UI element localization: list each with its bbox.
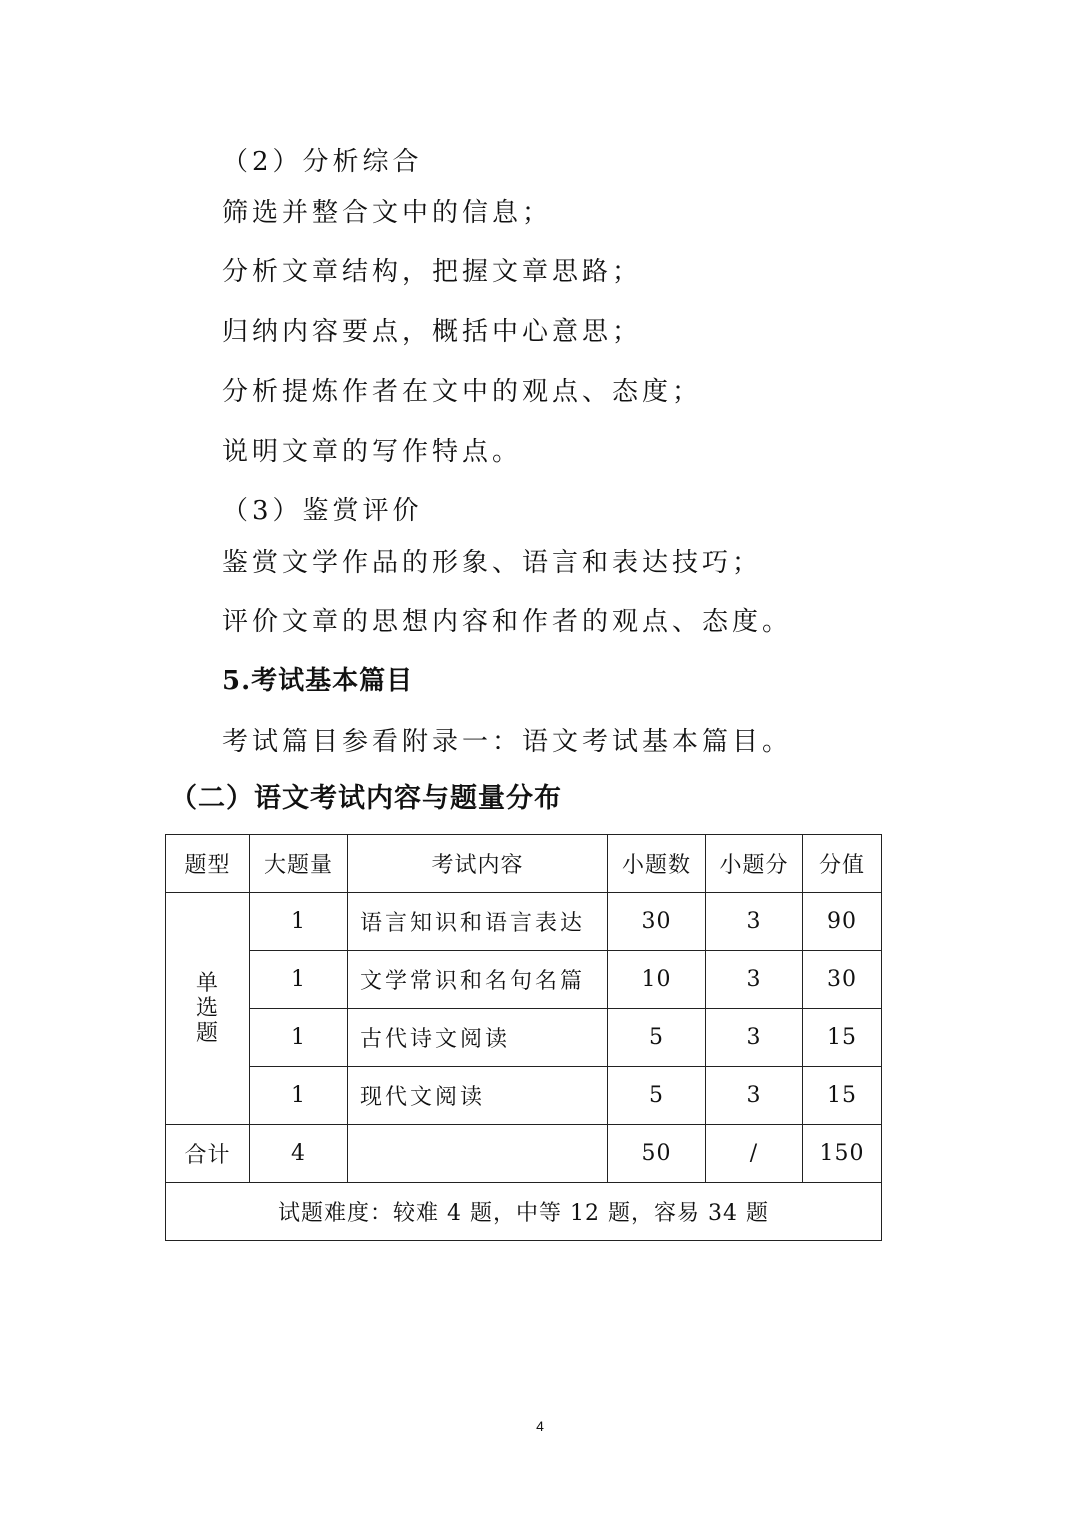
table-footer-row: [166, 1183, 882, 1241]
table-cell: 1: [250, 1009, 348, 1067]
table-cell: 30: [803, 951, 882, 1009]
header-cell: 大题量: [250, 835, 348, 893]
text-line-analysis-heading: （2）分析综合: [222, 147, 423, 177]
table-total-row: [166, 1125, 882, 1183]
text-line: 分析提炼作者在文中的观点、态度；: [222, 377, 703, 407]
header-cell: 分值: [803, 835, 882, 893]
table-cell: 3: [706, 1067, 803, 1125]
table-cell: 5: [608, 1009, 706, 1067]
table-cell: 15: [803, 1009, 882, 1067]
table-cell: 50: [608, 1125, 706, 1183]
text-line: 归纳内容要点，概括中心意思；: [222, 317, 643, 347]
section-heading-exam-texts: 5.考试基本篇目: [222, 666, 414, 696]
text-line: 鉴赏文学作品的形象、语言和表达技巧；: [222, 548, 763, 578]
table-cell: 文学常识和名句名篇: [348, 951, 608, 1009]
table-row: [166, 1067, 882, 1125]
distribution-table: [165, 834, 882, 1241]
table-cell: 1: [250, 893, 348, 951]
header-cell: 考试内容: [348, 835, 608, 893]
table-row: [166, 893, 882, 951]
group-cell: [166, 893, 250, 1125]
difficulty-note: 试题难度：较难 4 题，中等 12 题，容易 34 题: [166, 1183, 882, 1241]
table-row: [166, 951, 882, 1009]
table-cell: 3: [706, 951, 803, 1009]
table-cell: 15: [803, 1067, 882, 1125]
text-line: 筛选并整合文中的信息；: [222, 198, 553, 228]
table-row: [166, 1009, 882, 1067]
table-cell: 30: [608, 893, 706, 951]
table-cell: 现代文阅读: [348, 1067, 608, 1125]
table-cell: 3: [706, 893, 803, 951]
text-line-appreciation-heading: （3）鉴赏评价: [222, 496, 423, 526]
table-header-row: [166, 835, 882, 893]
header-cell: 小题数: [608, 835, 706, 893]
header-cell: 小题分: [706, 835, 803, 893]
text-line: 说明文章的写作特点。: [222, 437, 523, 467]
table-cell: [348, 1125, 608, 1183]
text-line: 评价文章的思想内容和作者的观点、态度。: [222, 607, 793, 637]
page-number: 4: [536, 1418, 544, 1434]
table-cell: 3: [706, 1009, 803, 1067]
table-cell: 1: [250, 951, 348, 1009]
section-heading-distribution: （二）语文考试内容与题量分布: [170, 783, 562, 814]
table-cell: /: [706, 1125, 803, 1183]
header-cell: 题型: [166, 835, 250, 893]
table-cell: 合计: [166, 1125, 250, 1183]
table-cell: 5: [608, 1067, 706, 1125]
table-cell: 古代诗文阅读: [348, 1009, 608, 1067]
table-cell: 150: [803, 1125, 882, 1183]
text-line: 分析文章结构，把握文章思路；: [222, 257, 643, 287]
text-line: 考试篇目参看附录一：语文考试基本篇目。: [222, 727, 793, 757]
table-cell: 4: [250, 1125, 348, 1183]
table-cell: 1: [250, 1067, 348, 1125]
table-cell: 10: [608, 951, 706, 1009]
table-cell: 语言知识和语言表达: [348, 893, 608, 951]
table-cell: 90: [803, 893, 882, 951]
group-label: 单选题: [195, 970, 219, 1047]
